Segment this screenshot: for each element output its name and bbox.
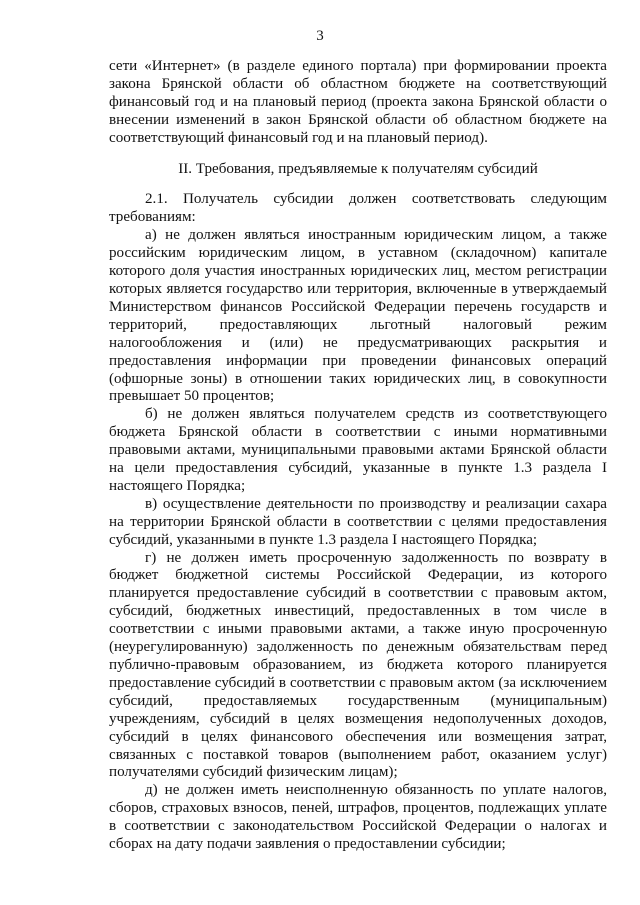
intro-paragraph: сети «Интернет» (в разделе единого портала) при формировании проекта закона Брянской области об областном бюджете на соответствующий финансовый год и на плановый период (проекта закона Брянской области о внесении изменений в закон Брянской области об областном бюджете на соответствующий финансовый год и на плановый период). <box>109 58 607 146</box>
paragraph-g: г) не должен иметь просроченную задолженность по возврату в бюджет бюджетной системы Российской Федерации, из которого планируется предоставление субсидий в соответствии с правовым актом, субсидий, бюджетных инвестиций, предоставленных в том числе в соответствии с иными правовыми актами, а также иную просроченную (неурегулированную) задолженность по денежным обязательствам перед публично-правовым образованием, из бюджета которого планируется предоставление субсидий в соответствии с правовым актом (за исключением субсидий, предоставляемых государственным (муниципальным) учреждениям, субсидий в целях возмещения недополученных доходов, субсидий в целях финансового обеспечения или возмещения затрат, связанных с поставкой товаров (выполнением работ, оказанием услуг) получателями субсидий физическим лицам); <box>109 549 607 781</box>
paragraph-v: в) осуществление деятельности по производству и реализации сахара на территории Брянской области в соответствии с целями предоставления субсидий, указанными в пункте 1.3 раздела I настоящего Порядка; <box>109 495 607 548</box>
paragraph-d: д) не должен иметь неисполненную обязанность по уплате налогов, сборов, страховых взносов, пеней, штрафов, процентов, подлежащих уплате в соответствии с законодательством Российской Федерации о налогах и сборах на дату подачи заявления о предоставлении субсидии; <box>109 782 607 853</box>
paragraph-2-1: 2.1. Получатель субсидии должен соответствовать следующим требованиям: <box>109 191 607 226</box>
paragraph-a: а) не должен являться иностранным юридическим лицом, а также российским юридическим лицом, в уставном (складочном) капитале которого доля участия иностранных юридических лиц, местом регистрации которых является государство или территория, включенные в утверждаемый Министерством финансов Российской Федерации перечень государств и территорий, предоставляющих льготный налоговый режим налогообложения и (или) не предусматривающих раскрытия и предоставления информации при проведении финансовых операций (офшорные зоны) в отношении таких юридических лиц, в совокупности превышает 50 процентов; <box>109 227 607 405</box>
document-body <box>109 58 607 854</box>
section-heading: II. Требования, предъявляемые к получателям субсидий <box>178 160 538 177</box>
paragraph-b: б) не должен являться получателем средств из соответствующего бюджета Брянской области в соответствии с иными нормативными правовыми актами, муниципальными правовыми актами Брянской области на цели предоставления субсидий, указанные в пункте 1.3 раздела I настоящего Порядка; <box>109 406 607 494</box>
page-number: 3 <box>316 28 324 44</box>
